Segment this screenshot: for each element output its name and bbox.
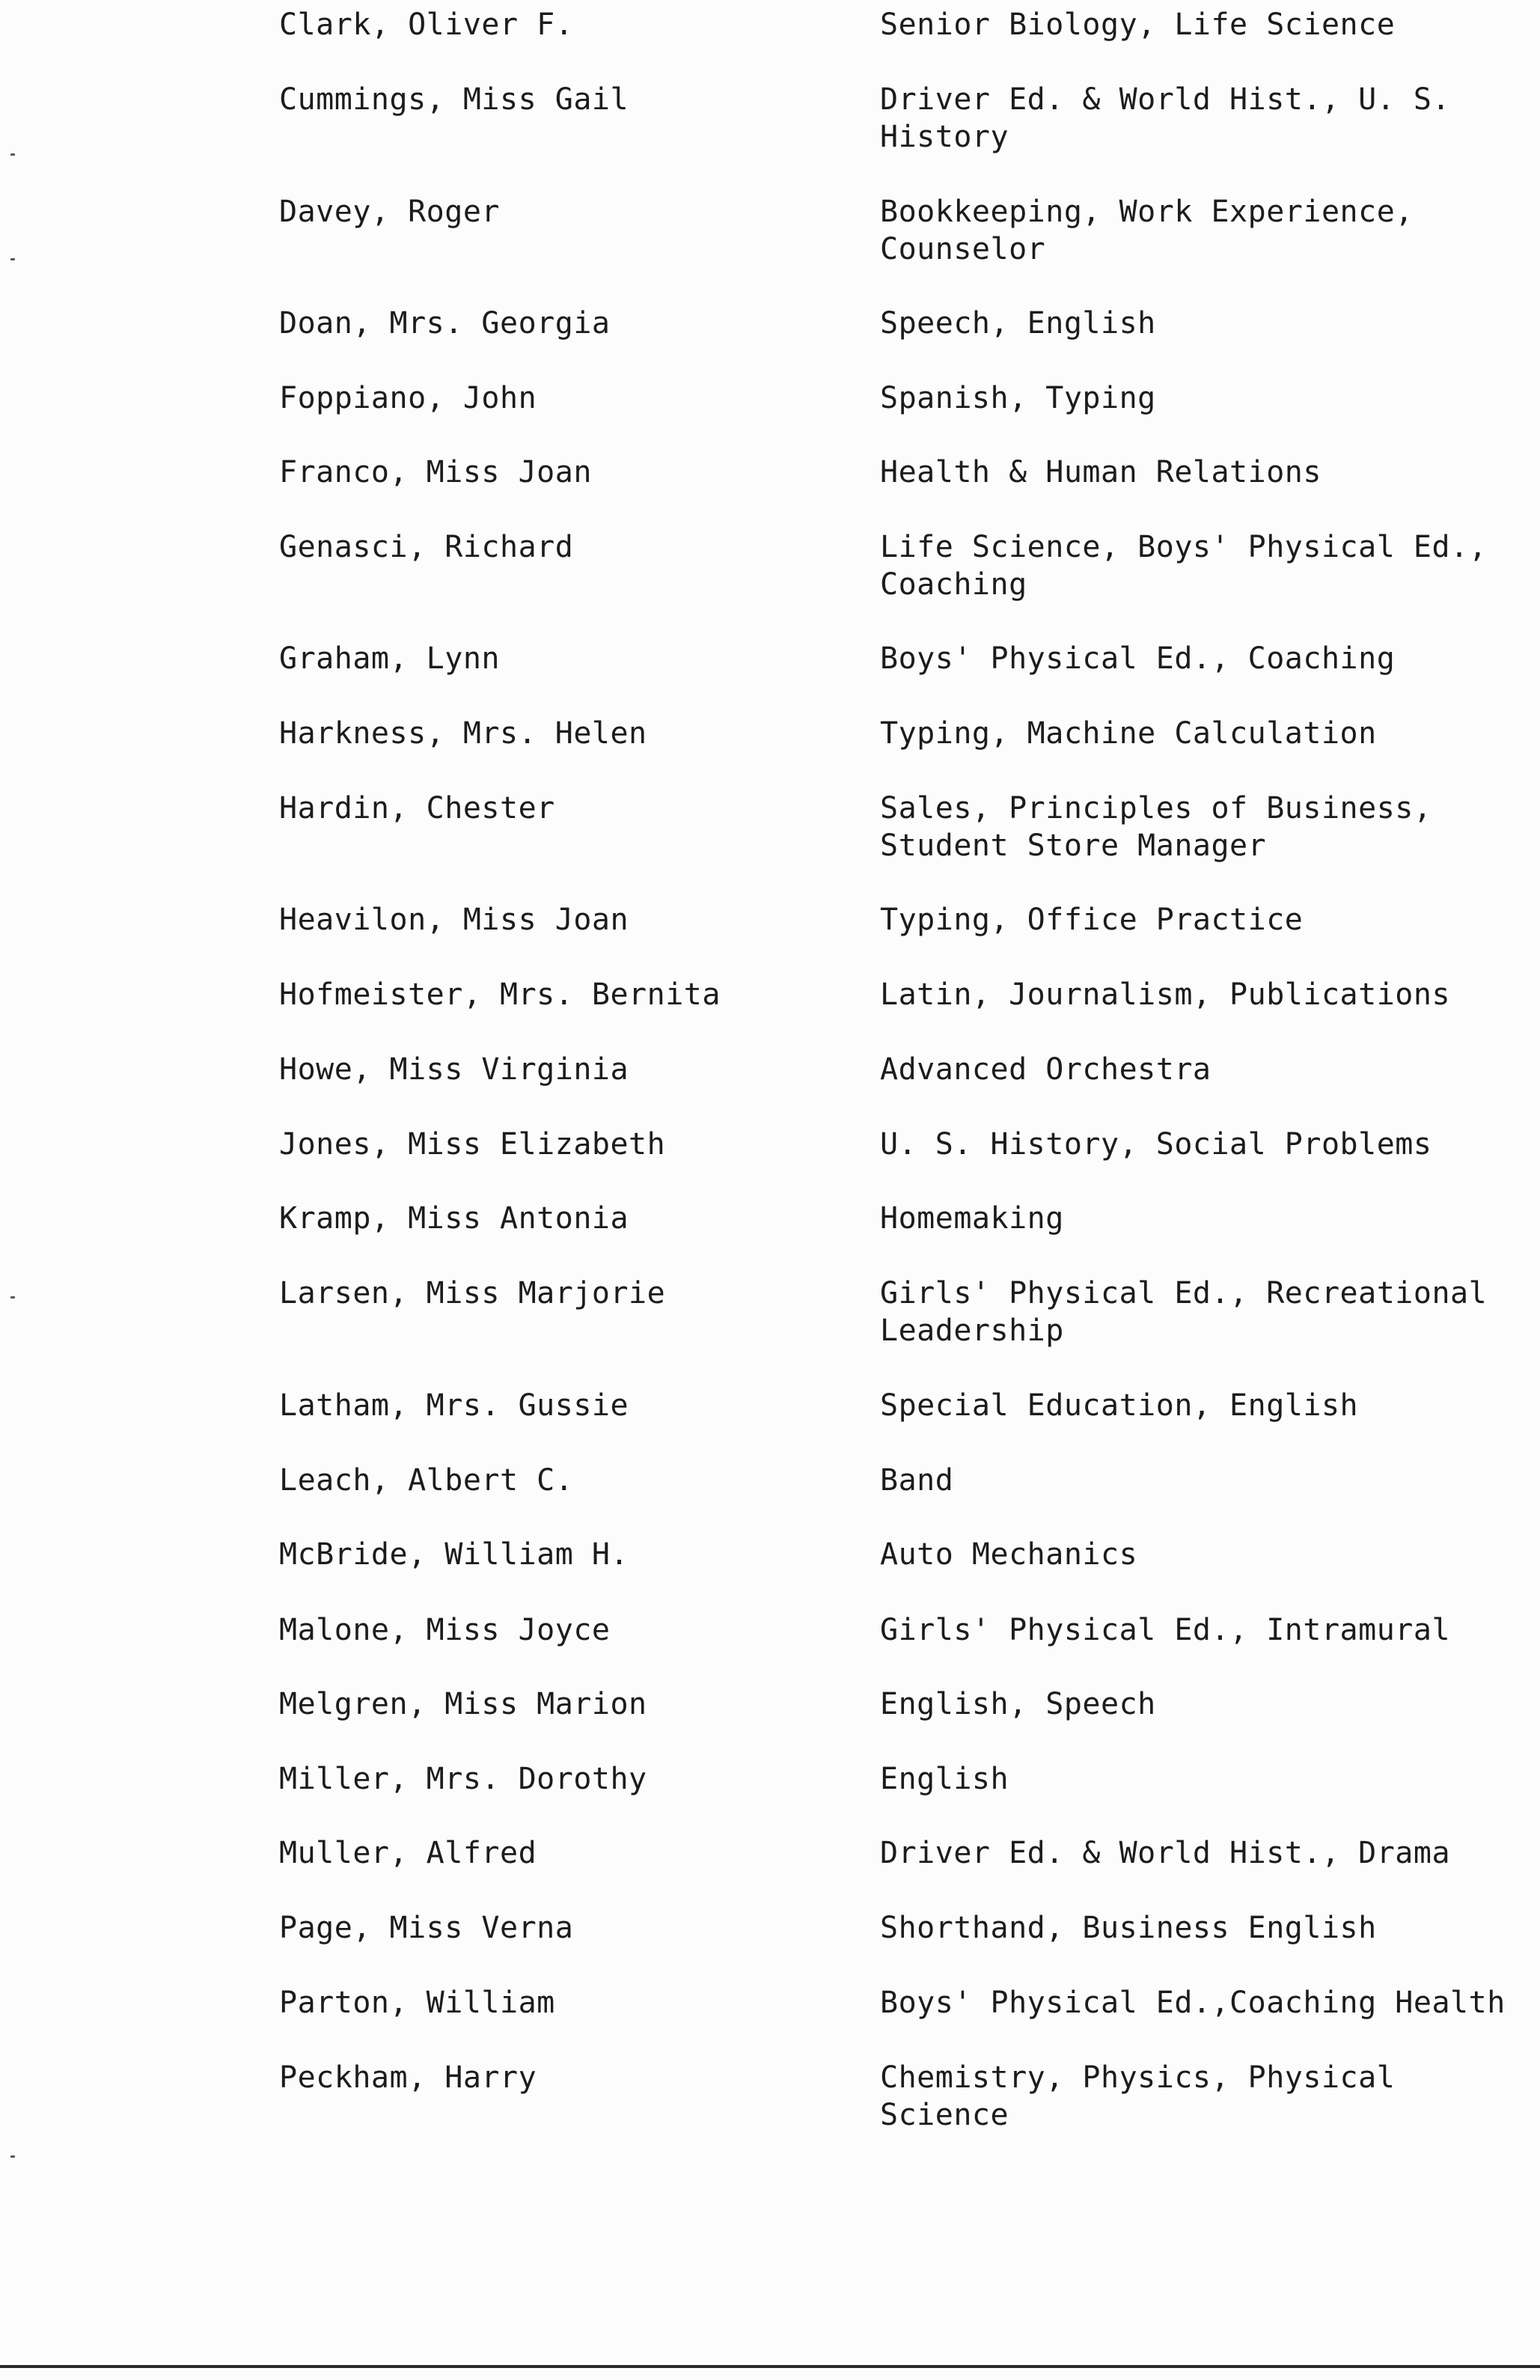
teacher-subjects: Chemistry, Physics, Physical Science	[880, 2060, 1396, 2132]
teacher-name: Muller, Alfred	[279, 1836, 537, 1870]
margin-speck	[10, 2155, 15, 2158]
teacher-name: Kramp, Miss Antonia	[279, 1201, 629, 1236]
teacher-name: Davey, Roger	[279, 195, 500, 229]
teacher-subjects: Typing, Machine Calculation	[880, 716, 1377, 751]
teacher-name: Miller, Mrs. Dorothy	[279, 1762, 647, 1796]
teacher-name: Graham, Lynn	[279, 641, 500, 676]
teacher-name: Leach, Albert C.	[279, 1463, 574, 1498]
teacher-subjects: Driver Ed. & World Hist., Drama	[880, 1836, 1451, 1870]
margin-speck	[10, 258, 15, 260]
teacher-name: Malone, Miss Joyce	[279, 1613, 611, 1647]
teacher-name: Cummings, Miss Gail	[279, 82, 629, 117]
teacher-name: Clark, Oliver F.	[279, 7, 574, 42]
teacher-subjects: Special Education, English	[880, 1388, 1359, 1423]
teacher-name: Latham, Mrs. Gussie	[279, 1388, 629, 1423]
teacher-name: Parton, William	[279, 1986, 555, 2020]
teacher-name: Hardin, Chester	[279, 791, 555, 826]
teacher-subjects: Driver Ed. & World Hist., U. S. History	[880, 82, 1451, 154]
teacher-name: Harkness, Mrs. Helen	[279, 716, 647, 751]
teacher-subjects: Girls' Physical Ed., Recreational Leadership	[880, 1276, 1488, 1348]
teacher-subjects: Typing, Office Practice	[880, 903, 1304, 937]
teacher-subjects: Health & Human Relations	[880, 455, 1321, 489]
teacher-name: Peckham, Harry	[279, 2060, 537, 2095]
teacher-subjects: Advanced Orchestra	[880, 1052, 1211, 1087]
teacher-name: Melgren, Miss Marion	[279, 1687, 647, 1721]
margin-speck	[10, 1296, 15, 1299]
teacher-subjects: English, Speech	[880, 1687, 1156, 1721]
teacher-name: Howe, Miss Virginia	[279, 1052, 629, 1087]
teacher-subjects: Bookkeeping, Work Experience, Counselor	[880, 195, 1414, 266]
teacher-subjects: Auto Mechanics	[880, 1537, 1138, 1572]
teacher-name: Doan, Mrs. Georgia	[279, 306, 611, 341]
teacher-subjects: Girls' Physical Ed., Intramural	[880, 1613, 1451, 1647]
teacher-subjects: U. S. History, Social Problems	[880, 1127, 1432, 1162]
teacher-name: Heavilon, Miss Joan	[279, 903, 629, 937]
teacher-subjects: Band	[880, 1463, 954, 1498]
teacher-subjects: Sales, Principles of Business, Student Store Manager	[880, 791, 1432, 863]
teacher-subjects: Senior Biology, Life Science	[880, 7, 1396, 42]
teacher-subjects: Boys' Physical Ed., Coaching	[880, 641, 1396, 676]
teacher-name: Foppiano, John	[279, 381, 537, 415]
teacher-name: Page, Miss Verna	[279, 1911, 574, 1945]
teacher-name: Larsen, Miss Marjorie	[279, 1276, 666, 1310]
teacher-subjects: Latin, Journalism, Publications	[880, 977, 1451, 1012]
teacher-name: McBride, William H.	[279, 1537, 629, 1572]
teacher-subjects: Life Science, Boys' Physical Ed., Coaching	[880, 530, 1488, 602]
teacher-subjects: English	[880, 1762, 1009, 1796]
teacher-name: Hofmeister, Mrs. Bernita	[279, 977, 721, 1012]
margin-speck	[10, 153, 15, 156]
teacher-name: Genasci, Richard	[279, 530, 574, 564]
teacher-subjects: Spanish, Typing	[880, 381, 1156, 415]
bottom-rule	[0, 2365, 1540, 2368]
teacher-subjects: Shorthand, Business English	[880, 1911, 1377, 1945]
teacher-name: Franco, Miss Joan	[279, 455, 592, 489]
teacher-subjects: Boys' Physical Ed.,Coaching Health	[880, 1986, 1506, 2020]
teacher-subjects: Speech, English	[880, 306, 1156, 341]
teacher-subjects: Homemaking	[880, 1201, 1064, 1236]
teacher-name: Jones, Miss Elizabeth	[279, 1127, 666, 1162]
